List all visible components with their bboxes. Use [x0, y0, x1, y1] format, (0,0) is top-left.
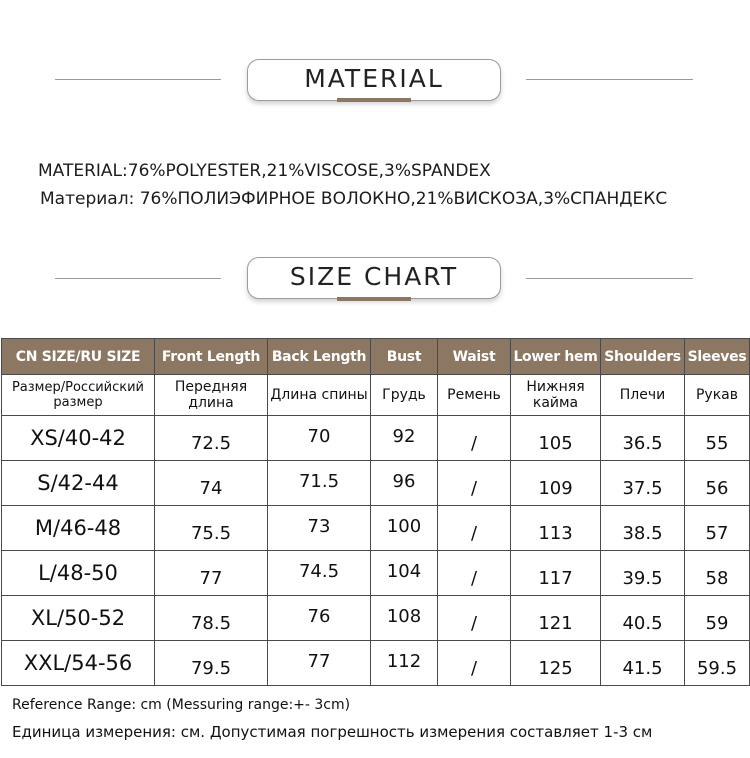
- waist-cell: /: [438, 551, 511, 596]
- material-heading-box: [247, 59, 501, 101]
- size-heading-underline: [337, 297, 411, 301]
- front-length-cell: 79.5: [155, 641, 268, 686]
- size-rule-right: [526, 278, 693, 279]
- back-length-cell: 71.5: [268, 461, 371, 506]
- front-length-cell: 72.5: [155, 416, 268, 461]
- material-line-en: MATERIAL:76%POLYESTER,21%VISCOSE,3%SPANDEX: [38, 161, 491, 181]
- bust-cell: 96: [371, 461, 438, 506]
- waist-cell: /: [438, 641, 511, 686]
- lower-hem-cell: 121: [511, 596, 601, 641]
- header-lower-hem: Lower hem: [511, 339, 601, 375]
- header-shoulders: Shoulders: [601, 339, 685, 375]
- reference-range-note: Reference Range: cm (Messuring range:+- 3cm): [12, 697, 351, 713]
- header-ru-front-length: Передняя длина: [155, 375, 268, 416]
- header-row-en: [2, 339, 750, 375]
- bust-cell: 104: [371, 551, 438, 596]
- waist-cell: /: [438, 506, 511, 551]
- table-row: [2, 506, 750, 551]
- shoulders-cell: 41.5: [601, 641, 685, 686]
- table-row: [2, 461, 750, 506]
- size-cell: XS/40-42: [2, 416, 155, 461]
- size-cell: L/48-50: [2, 551, 155, 596]
- bust-cell: 108: [371, 596, 438, 641]
- sleeves-cell: 56: [685, 461, 750, 506]
- header-ru-lower-hem: Нижняя кайма: [511, 375, 601, 416]
- front-length-cell: 78.5: [155, 596, 268, 641]
- size-heading-box: [247, 257, 501, 299]
- header-sleeves: Sleeves: [685, 339, 750, 375]
- header-front-length: Front Length: [155, 339, 268, 375]
- shoulders-cell: 38.5: [601, 506, 685, 551]
- back-length-cell: 74.5: [268, 551, 371, 596]
- front-length-cell: 77: [155, 551, 268, 596]
- lower-hem-cell: 109: [511, 461, 601, 506]
- shoulders-cell: 37.5: [601, 461, 685, 506]
- lower-hem-cell: 113: [511, 506, 601, 551]
- header-ru-bust: Грудь: [371, 375, 438, 416]
- back-length-cell: 73: [268, 506, 371, 551]
- size-rule-left: [55, 278, 221, 279]
- sleeves-cell: 58: [685, 551, 750, 596]
- waist-cell: /: [438, 416, 511, 461]
- header-ru-waist: Ремень: [438, 375, 511, 416]
- header-bust: Bust: [371, 339, 438, 375]
- header-size: CN SIZE/RU SIZE: [2, 339, 155, 375]
- sleeves-cell: 55: [685, 416, 750, 461]
- lower-hem-cell: 105: [511, 416, 601, 461]
- material-rule-right: [526, 79, 693, 80]
- back-length-cell: 77: [268, 641, 371, 686]
- material-line-ru: Материал: 76%ПОЛИЭФИРНОЕ ВОЛОКНО,21%ВИСКОЗА,3%СПАНДЕКС: [40, 189, 668, 209]
- header-ru-back-length: Длина спины: [268, 375, 371, 416]
- header-row-ru: [2, 375, 750, 416]
- header-ru-sleeves: Рукав: [685, 375, 750, 416]
- back-length-cell: 76: [268, 596, 371, 641]
- lower-hem-cell: 125: [511, 641, 601, 686]
- size-heading: SIZE CHART: [289, 261, 459, 291]
- size-table: [1, 338, 750, 686]
- shoulders-cell: 39.5: [601, 551, 685, 596]
- waist-cell: /: [438, 596, 511, 641]
- lower-hem-cell: 117: [511, 551, 601, 596]
- front-length-cell: 74: [155, 461, 268, 506]
- header-waist: Waist: [438, 339, 511, 375]
- table-row: [2, 416, 750, 461]
- header-ru-size: Размер/Российский размер: [2, 375, 155, 416]
- bust-cell: 100: [371, 506, 438, 551]
- material-heading-underline: [337, 98, 411, 102]
- size-cell: M/46-48: [2, 506, 155, 551]
- bust-cell: 92: [371, 416, 438, 461]
- shoulders-cell: 36.5: [601, 416, 685, 461]
- sleeves-cell: 59: [685, 596, 750, 641]
- header-ru-shoulders: Плечи: [601, 375, 685, 416]
- waist-cell: /: [438, 461, 511, 506]
- table-row: [2, 641, 750, 686]
- material-heading: MATERIAL: [304, 63, 444, 93]
- table-row: [2, 551, 750, 596]
- shoulders-cell: 40.5: [601, 596, 685, 641]
- table-row: [2, 596, 750, 641]
- size-cell: XXL/54-56: [2, 641, 155, 686]
- size-cell: S/42-44: [2, 461, 155, 506]
- bust-cell: 112: [371, 641, 438, 686]
- material-rule-left: [55, 79, 221, 80]
- size-cell: XL/50-52: [2, 596, 155, 641]
- sleeves-cell: 59.5: [685, 641, 750, 686]
- front-length-cell: 75.5: [155, 506, 268, 551]
- header-back-length: Back Length: [268, 339, 371, 375]
- back-length-cell: 70: [268, 416, 371, 461]
- reference-range-note-ru: Единица измерения: см. Допустимая погрешность измерения составляет 1-3 см: [12, 723, 653, 741]
- sleeves-cell: 57: [685, 506, 750, 551]
